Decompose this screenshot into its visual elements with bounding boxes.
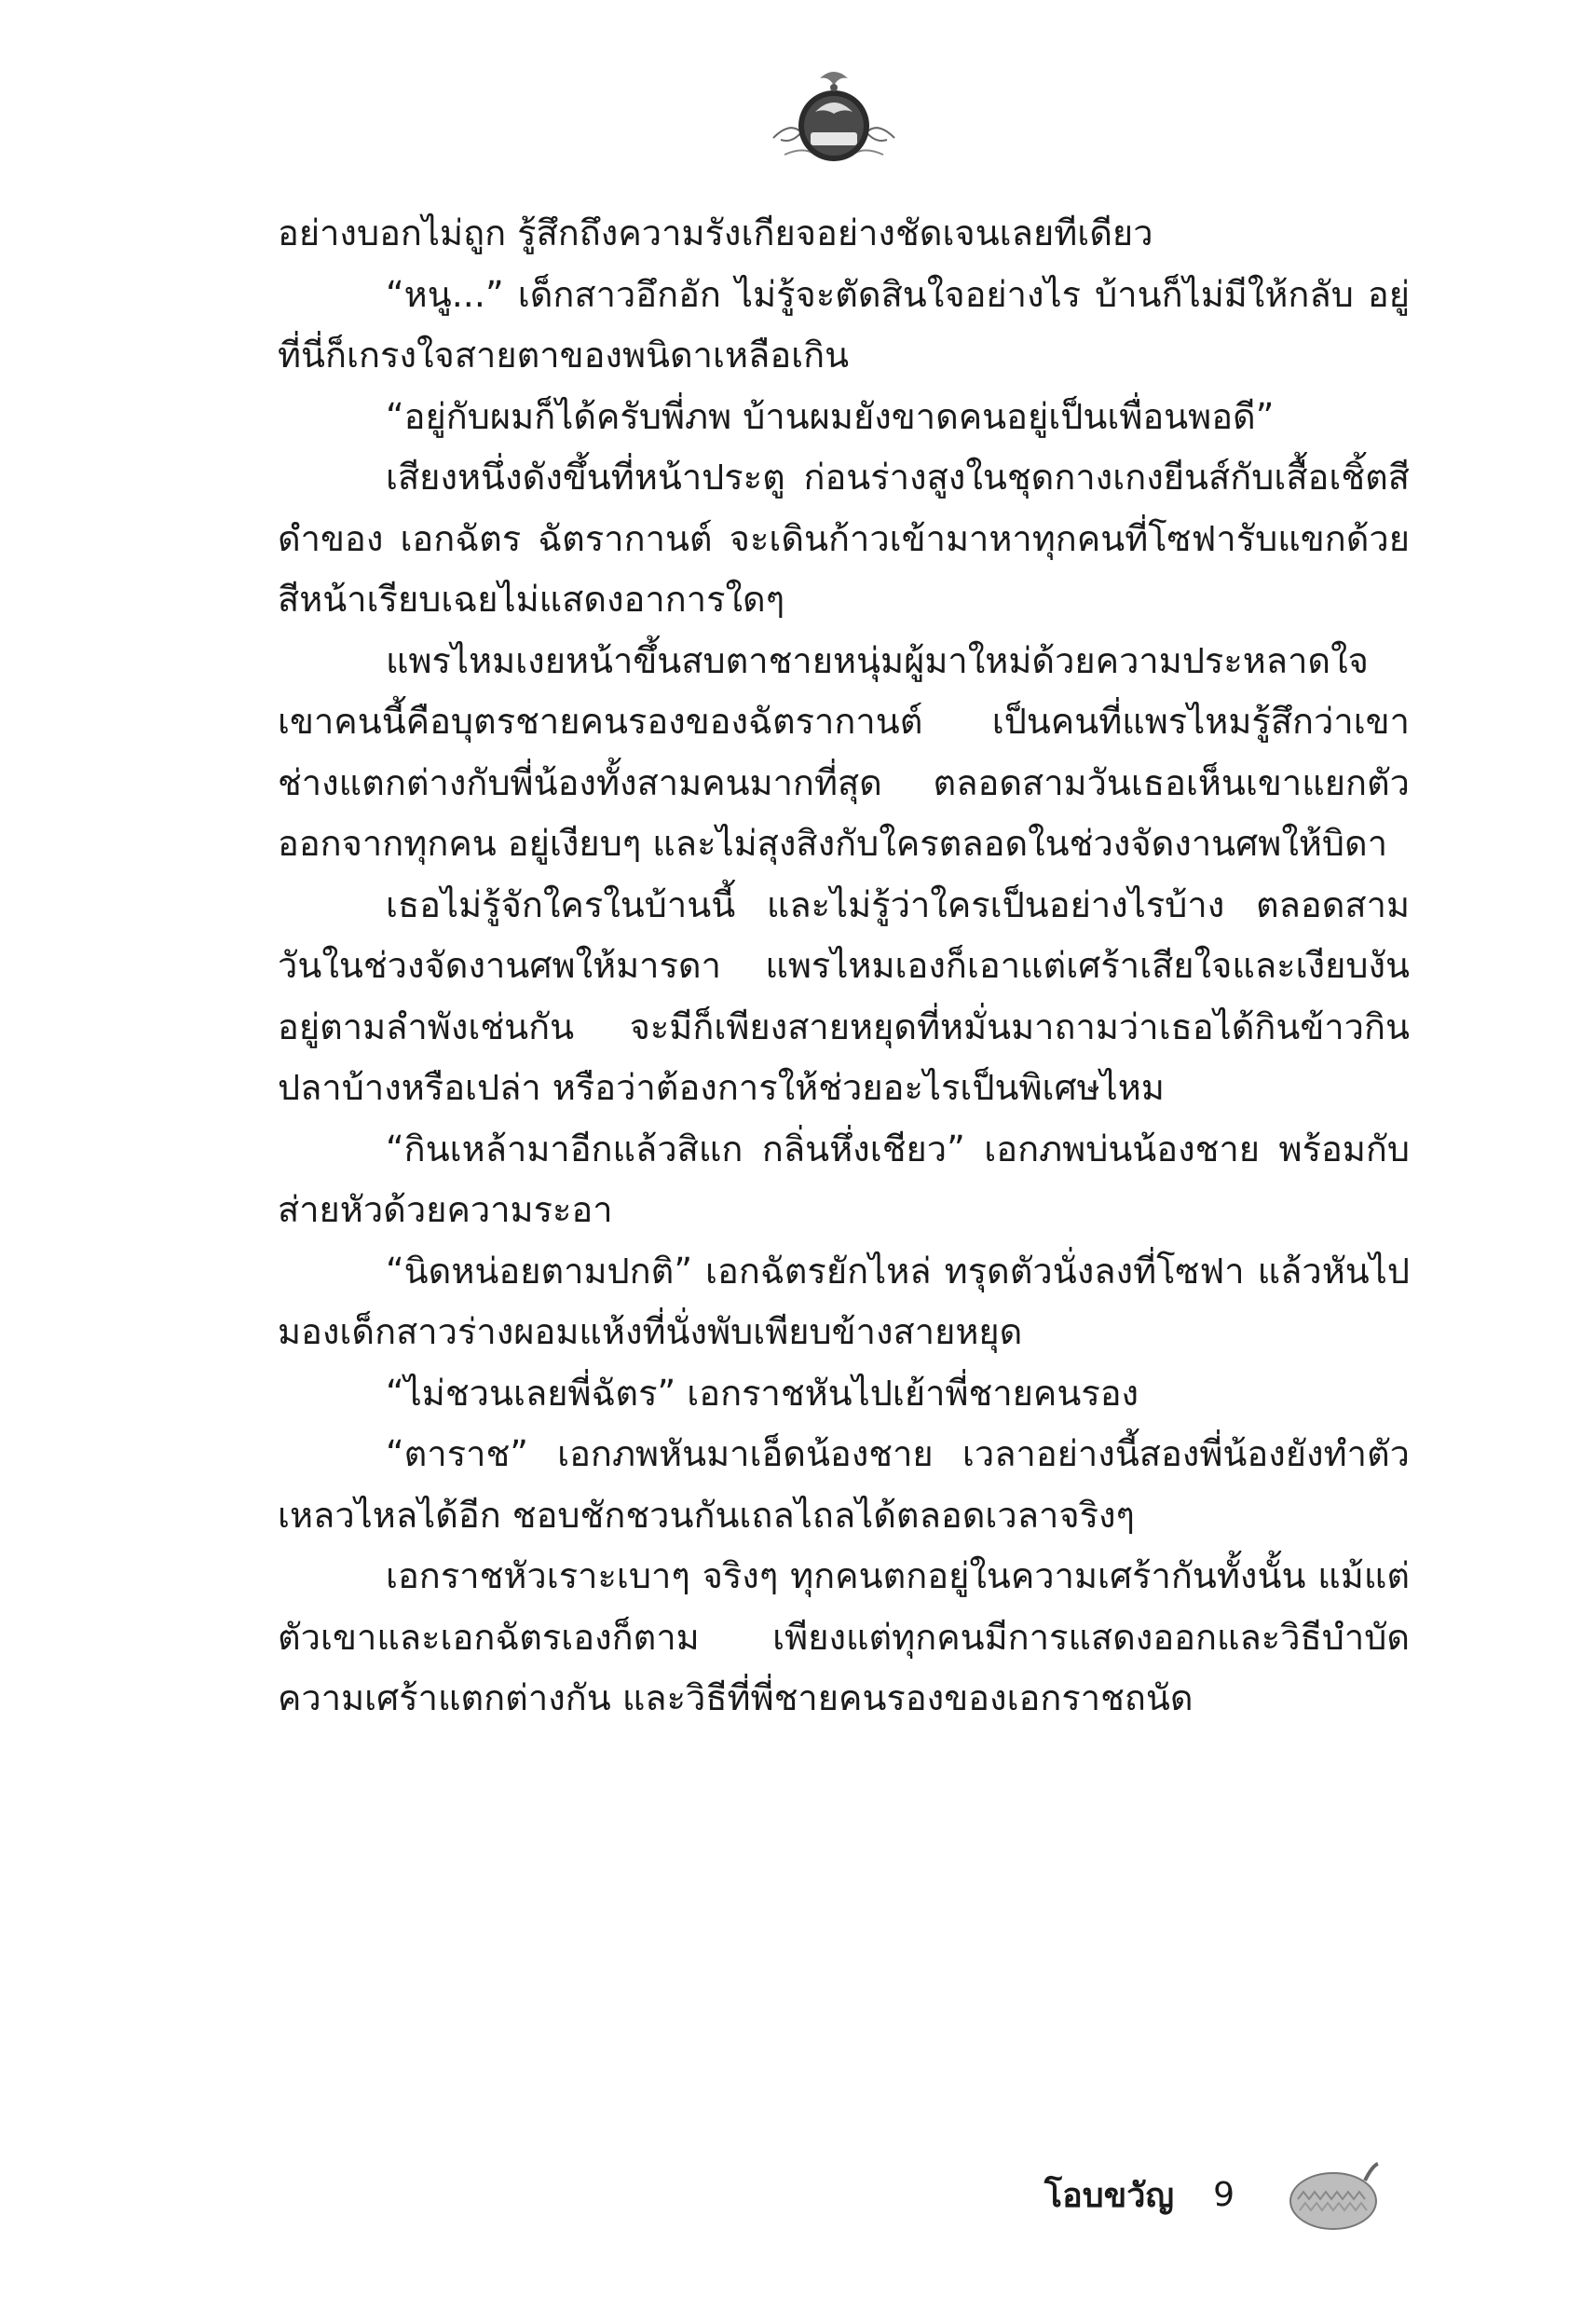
paragraph: “ไม่ชวนเลยพี่ฉัตร” เอกราชหันไปเย้าพี่ชายคนรอง [386, 1372, 1139, 1414]
body-text [278, 203, 1410, 1730]
paragraph: “นิดหน่อยตามปกติ” เอกฉัตรยักไหล่ ทรุดตัวนั่งลงที่โซฟา แล้วหันไปมองเด็กสาวร่างผอมแห้งที่นั่งพับเพียบข้างสายหยุด [278, 1250, 1410, 1352]
durian-icon [1279, 2153, 1382, 2236]
paragraph: เอกราชหัวเราะเบาๆ จริงๆ ทุกคนตกอยู่ในความเศร้ากันทั้งนั้น แม้แต่ตัวเขาและเอกฉัตรเองก็ตาม เพียงแต่ทุกคนมีการแสดงออกและวิธีบำบัดความเศร้าแตกต่างกัน และวิธีที่พี่ชายคนรองของเอกราชถนัด [278, 1555, 1410, 1718]
paragraph: อย่างบอกไม่ถูก รู้สึกถึงความรังเกียจอย่างชัดเจนเลยทีเดียว [278, 212, 1153, 253]
paragraph: เธอไม่รู้จักใครในบ้านนี้ และไม่รู้ว่าใครเป็นอย่างไรบ้าง ตลอดสามวันในช่วงจัดงานศพให้มารดา แพรไหมเองก็เอาแต่เศร้าเสียใจและเงียบงันอยู่ตามลำพังเช่นกัน จะมีก็เพียงสายหยุดที่หมั่นมาถามว่าเธอได้กินข้าวกินปลาบ้างหรือเปล่า หรือว่าต้องการให้ช่วยอะไรเป็นพิเศษไหม [278, 883, 1410, 1108]
page-number: 9 [1213, 2175, 1235, 2214]
paragraph: “ตาราช” เอกภพหันมาเอ็ดน้องชาย เวลาอย่างนี้สองพี่น้องยังทำตัวเหลวไหลได้อีก ชอบชักชวนกันเถลไถลได้ตลอดเวลาจริงๆ [278, 1433, 1410, 1536]
book-title: โอบขวัญ [1044, 2176, 1175, 2215]
paragraph: “หนู...” เด็กสาวอึกอัก ไม่รู้จะตัดสินใจอย่างไร บ้านก็ไม่มีให้กลับ อยู่ที่นี่ก็เกรงใจสายตาของพนิดาเหลือเกิน [278, 273, 1410, 376]
page-footer [1044, 2153, 1382, 2236]
paragraph: แพรไหมเงยหน้าขึ้นสบตาชายหนุ่มผู้มาใหม่ด้วยความประหลาดใจ เขาคนนี้คือบุตรชายคนรองของฉัตรากานต์ เป็นคนที่แพรไหมรู้สึกว่าเขาช่างแตกต่างกับพี่น้องทั้งสามคนมากที่สุด ตลอดสามวันเธอเห็นเขาแยกตัวออกจากทุกคน อยู่เงียบๆ และไม่สุงสิงกับใครตลอดในช่วงจัดงานศพให้บิดา [278, 639, 1410, 864]
paragraph: “อยู่กับผมก็ได้ครับพี่ภพ บ้านผมยังขาดคนอยู่เป็นเพื่อนพอดี” [386, 395, 1275, 437]
paragraph: เสียงหนึ่งดังขึ้นที่หน้าประตู ก่อนร่างสูงในชุดกางเกงยีนส์กับเสื้อเชิ้ตสีดำของ เอกฉัตร ฉัตรากานต์ จะเดินก้าวเข้ามาหาทุกคนที่โซฟารับแขกด้วยสีหน้าเรียบเฉยไม่แสดงอาการใดๆ [278, 457, 1410, 620]
paragraph: “กินเหล้ามาอีกแล้วสิแก กลิ่นหึ่งเชียว” เอกภพบ่นน้องชาย พร้อมกับส่ายหัวด้วยความระอา [278, 1128, 1410, 1230]
ornamental-crest-logo-icon [764, 65, 904, 168]
